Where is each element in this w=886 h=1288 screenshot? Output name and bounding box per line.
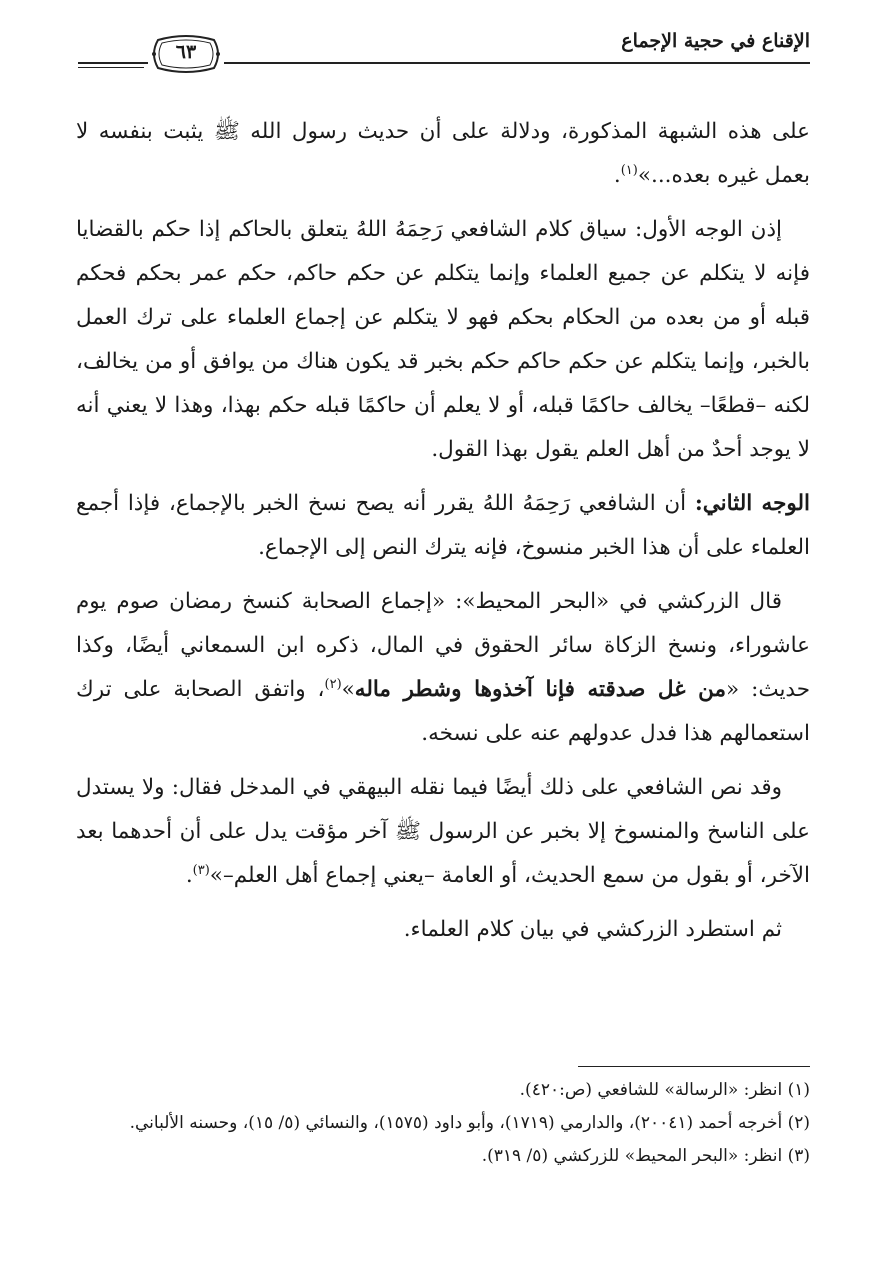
paragraph: على هذه الشبهة المذكورة، ودلالة على أن حديث رسول الله ﷺ يثبت بنفسه لا بعمل غيره بعده...»$^{(١)}$.: [76, 119, 810, 188]
footnote-separator: [578, 1066, 810, 1067]
paragraph: قال الزركشي في «البحر المحيط»: «إجماع الصحابة كنسخ رمضان صوم يوم عاشوراء، ونسخ الزكاة سائر الحقوق في المال، ذكره ابن السمعاني أيضًا، وكذا حديث: «من غل صدقته فإنا آخذوها وشطر ماله»$^{(٢)}$، واتفق الصحابة على ترك استعمالهم هذا فدل عدولهم عنه على نسخه.: [76, 589, 811, 746]
page-number: ٦٣: [175, 41, 197, 63]
bold-text: الوجه الثاني:: [694, 491, 810, 516]
footnote: (١) انظر: «الرسالة» للشافعي (ص:٤٢٠).: [519, 1080, 810, 1100]
footnote-reference: (٢): [324, 676, 342, 692]
footnote-reference: (٣): [192, 862, 210, 878]
bold-text: من غل صدقته فإنا آخذوها وشطر ماله: [354, 677, 726, 702]
paragraph: إذن الوجه الأول: سياق كلام الشافعي رَحِمَهُ اللهُ يتعلق بالحاكم إذا حكم بالقضايا فإنه لا يتكلم عن جميع العلماء وإنما يتكلم عن حكم حاكم، حكم عمر بحكم فحكم قبله أو من بعده من الحكام بحكم فهو لا يتكلم عن إجماع العلماء على ترك العمل بالخبر، وإنما يتكلم عن حكم حاكم حكم بخبر قد يكون هناك من يوافق أو من يخالف، لكنه –قطعًا– يخالف حاكمًا قبله، أو لا يعلم أن حاكمًا قبله حكم بهذا، وهذا لا يعني أنه لا يوجد أحدٌ من أهل العلم يقول بهذا القول.: [76, 217, 810, 462]
footnote: (٣) انظر: «البحر المحيط» للزركشي (٥/ ٣١٩).: [481, 1146, 810, 1166]
paragraph: وقد نص الشافعي على ذلك أيضًا فيما نقله البيهقي في المدخل فقال: ولا يستدل على الناسخ والمنسوخ إلا بخبر عن الرسول ﷺ آخر مؤقت يدل على أن أحدهما بعد الآخر، أو بقول من سمع الحديث، أو العامة –يعني إجماع أهل العلم–»$^{(٣)}$.: [76, 775, 810, 888]
footnote: (٢) أخرجه أحمد (٢٠٠٤١)، والدارمي (١٧١٩)، وأبو داود (١٥٧٥)، والنسائي (٥/ ١٥)، وحسنه الألباني.: [129, 1113, 810, 1133]
footnote-reference: (١): [620, 162, 638, 178]
main-text: [76, 110, 810, 962]
page-number-badge: [148, 32, 224, 76]
footnotes: [76, 1074, 810, 1173]
running-title: الإقناع في حجية الإجماع: [621, 30, 810, 52]
header-rule-secondary: [78, 67, 144, 68]
running-header: [78, 28, 810, 72]
paragraph: الوجه الثاني: أن الشافعي رَحِمَهُ اللهُ يقرر أنه يصح نسخ الخبر بالإجماع، فإذا أجمع العلماء على أن هذا الخبر منسوخ، فإنه يترك النص إلى الإجماع.: [76, 491, 810, 560]
paragraph: ثم استطرد الزركشي في بيان كلام العلماء.: [403, 917, 782, 942]
